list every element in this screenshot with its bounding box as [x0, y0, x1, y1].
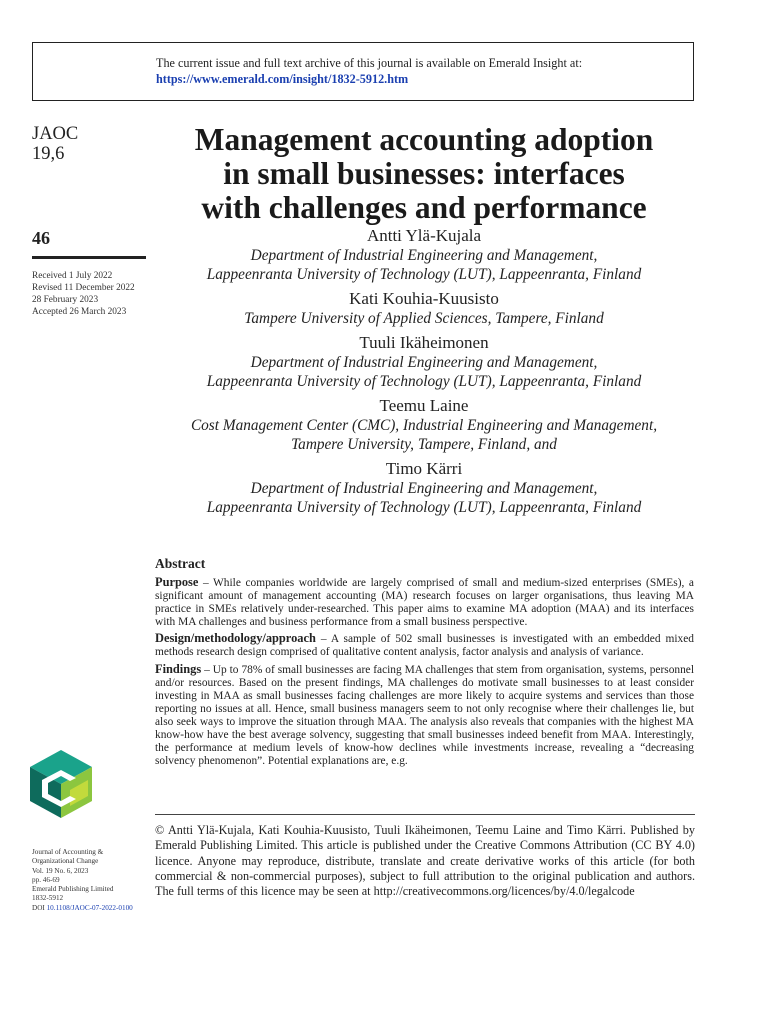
date-revised: Revised 11 December 2022	[32, 283, 135, 293]
author-block	[150, 289, 698, 328]
author-name: Timo Kärri	[385, 459, 463, 478]
journal-info-line: pp. 46-69	[32, 875, 60, 884]
design-text: – A sample of 502 small businesses is investigated with an embedded mixed methods research design comprised of qualitative content analysis, factor analysis and analysis of variance.	[155, 633, 694, 659]
title-line: Management accounting adoption	[194, 122, 654, 157]
journal-cube-logo-icon	[30, 750, 92, 818]
license-divider	[155, 814, 695, 815]
author-list	[150, 226, 698, 522]
journal-info-line: Organizational Change	[32, 857, 99, 866]
author-name: Antti Ylä-Kujala	[366, 226, 482, 245]
author-affiliation: Department of Industrial Engineering and Management,	[250, 354, 598, 371]
findings-text: – Up to 78% of small businesses are facing MA challenges that stem from organisation, systems, personnel and/or resources. Based on the present findings, MA challenges do motivate small businesses to at least consider investing in MAA as small businesses facing challenges are more likely to acquire systems and services than those reporting no issues at all. Hence, small business managers seem to not only recognise where their challenges lie, but also seek ways to improve the situation through MAA. The analysis also reveals that companies with the highest MA know-how have the best average solvency, suggesting that small businesses indeed benefit from MAA. Interestingly, the performance at medium levels of know-how declines while investments increase, revealing a “decreasing solvency phenomenon”. Potential explanations are, e.g.	[155, 663, 694, 768]
author-block	[150, 333, 698, 391]
author-affiliation: Lappeenranta University of Technology (LUT), Lappeenranta, Finland	[206, 266, 642, 283]
license-statement: © Antti Ylä-Kujala, Kati Kouhia-Kuusisto, Tuuli Ikäheimonen, Teemu Laine and Timo Kärri. Published by Emerald Publishing Limited. This article is published under the Creative Commons Attribution (CC BY 4.0) licence. Anyone may reproduce, distribute, translate and create derivative works of this article (for both commercial & non-commercial purposes), subject to full attribution to the original publication and authors. The full terms of this licence may be seen at http://creativecommons.org/licences/by/4.0/legalcode	[155, 823, 695, 899]
volume-issue: 19,6	[32, 144, 65, 164]
author-name: Teemu Laine	[379, 396, 469, 415]
doi-line	[32, 904, 133, 913]
abstract-purpose	[155, 576, 694, 629]
notice-statement: The current issue and full text archive of this journal is available on Emerald Insight at:	[156, 56, 583, 70]
purpose-text: – While companies worldwide are largely comprised of small and medium-sized enterprises (SMEs), a significant amount of management accounting (MA) research focuses on larger organisations, thus leaving MA practice in SMEs relatively under-researched. This paper aims to examine MA adoption (MAA) and its interfaces with MA challenges and business performance from a small business perspective.	[155, 577, 694, 629]
journal-sidebar	[32, 124, 147, 164]
submission-dates	[32, 270, 135, 318]
date-accepted: Accepted 26 March 2023	[32, 307, 127, 317]
journal-code: JAOC	[32, 124, 79, 144]
page-number: 46	[32, 228, 50, 248]
abstract-design	[155, 632, 694, 659]
article-title	[150, 123, 698, 225]
design-label: Design/methodology/approach	[155, 631, 316, 646]
abstract-heading: Abstract	[155, 556, 206, 571]
author-affiliation: Lappeenranta University of Technology (LUT), Lappeenranta, Finland	[206, 373, 642, 390]
author-affiliation: Department of Industrial Engineering and Management,	[250, 247, 598, 264]
abstract	[155, 556, 694, 771]
author-block	[150, 459, 698, 517]
author-affiliation: Tampere University, Tampere, Finland, and	[291, 436, 557, 453]
journal-info-line: Journal of Accounting &	[32, 848, 104, 856]
journal-info-line: Vol. 19 No. 6, 2023	[32, 866, 89, 875]
notice-text	[156, 55, 582, 87]
doi-link[interactable]: 10.1108/JAOC-07-2022-0100	[46, 903, 133, 912]
journal-archive-link[interactable]: https://www.emerald.com/insight/1832-5912.htm	[156, 72, 409, 86]
date-received: Received 1 July 2022	[32, 271, 113, 281]
author-name: Kati Kouhia-Kuusisto	[349, 289, 499, 308]
doi-label: DOI	[32, 903, 45, 912]
author-block	[150, 226, 698, 284]
sidebar-divider	[32, 256, 146, 259]
abstract-findings	[155, 663, 694, 769]
date-revised-second: 28 February 2023	[32, 295, 99, 305]
author-block	[150, 396, 698, 454]
findings-label: Findings	[155, 661, 202, 676]
author-name: Tuuli Ikäheimonen	[359, 333, 489, 352]
journal-access-notice	[32, 42, 694, 101]
journal-info-line: 1832-5912	[32, 894, 64, 903]
author-affiliation: Lappeenranta University of Technology (LUT), Lappeenranta, Finland	[206, 499, 642, 516]
author-affiliation: Tampere University of Applied Sciences, Tampere, Finland	[244, 310, 604, 327]
journal-citation-info	[32, 848, 133, 913]
journal-info-line: Emerald Publishing Limited	[32, 885, 114, 894]
title-line: with challenges and performance	[201, 190, 647, 225]
title-line: in small businesses: interfaces	[223, 156, 625, 191]
author-affiliation: Cost Management Center (CMC), Industrial Engineering and Management,	[190, 417, 658, 434]
purpose-label: Purpose	[155, 575, 199, 589]
author-affiliation: Department of Industrial Engineering and Management,	[250, 480, 598, 497]
